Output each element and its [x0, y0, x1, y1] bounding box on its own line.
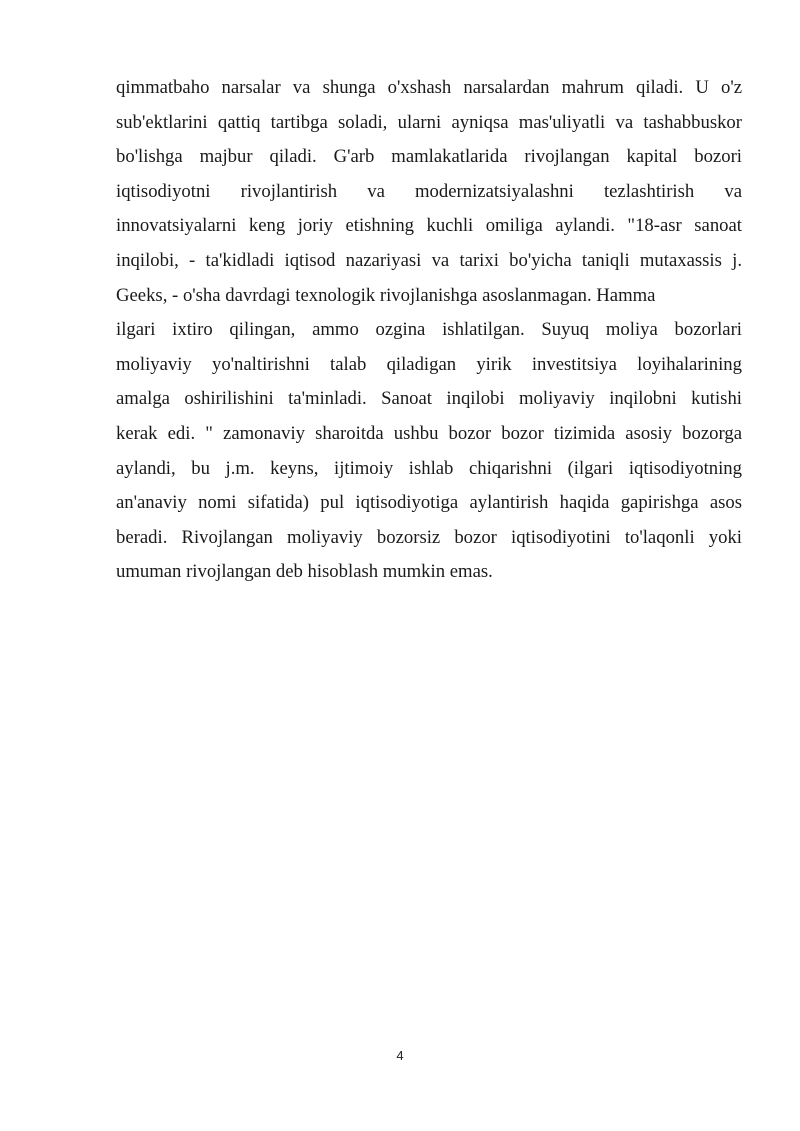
- text-line: iqtisodiyotni rivojlantirish va modernizatsiyalashni tezlashtirish va: [116, 180, 742, 202]
- text-line: qimmatbaho narsalar va shunga o'xshash narsalardan mahrum qiladi. U o'z: [116, 77, 742, 98]
- text-line: amalga oshirilishini ta'minladi. Sanoat inqilobi moliyaviy inqilobni kutishi: [116, 388, 742, 410]
- page-number: 4: [396, 1048, 404, 1063]
- text-line: aylandi, bu j.m. keyns, ijtimoiy ishlab chiqarishni (ilgari iqtisodiyotning: [116, 457, 742, 479]
- body-paragraph: [116, 71, 742, 590]
- text-line: innovatsiyalarni keng joriy etishning kuchli omiliga aylandi. "18-asr sanoat: [116, 215, 742, 237]
- text-line: sub'ektlarini qattiq tartibga soladi, ularni ayniqsa mas'uliyatli va tashabbuskor: [116, 111, 742, 133]
- text-line: bo'lishga majbur qiladi. G'arb mamlakatlarida rivojlangan kapital bozori: [116, 146, 742, 168]
- text-line: beradi. Rivojlangan moliyaviy bozorsiz bozor iqtisodiyotini to'laqonli yoki: [116, 526, 742, 548]
- text-line: an'anaviy nomi sifatida) pul iqtisodiyotiga aylantirish haqida gapirishga asos: [116, 492, 742, 514]
- text-line: Geeks, - o'sha davrdagi texnologik rivojlanishga asoslanmagan. Hamma: [116, 284, 656, 306]
- text-line: kerak edi. " zamonaviy sharoitda ushbu bozor bozor tizimida asosiy bozorga: [116, 422, 742, 444]
- text-line: umuman rivojlangan deb hisoblash mumkin emas.: [116, 561, 493, 583]
- text-line: ilgari ixtiro qilingan, ammo ozgina ishlatilgan. Suyuq moliya bozorlari: [116, 319, 742, 341]
- text-line: inqilobi, - ta'kidladi iqtisod nazariyasi va tarixi bo'yicha taniqli mutaxassis j.: [116, 249, 742, 271]
- text-line: moliyaviy yo'naltirishni talab qiladigan yirik investitsiya loyihalarining: [116, 353, 742, 375]
